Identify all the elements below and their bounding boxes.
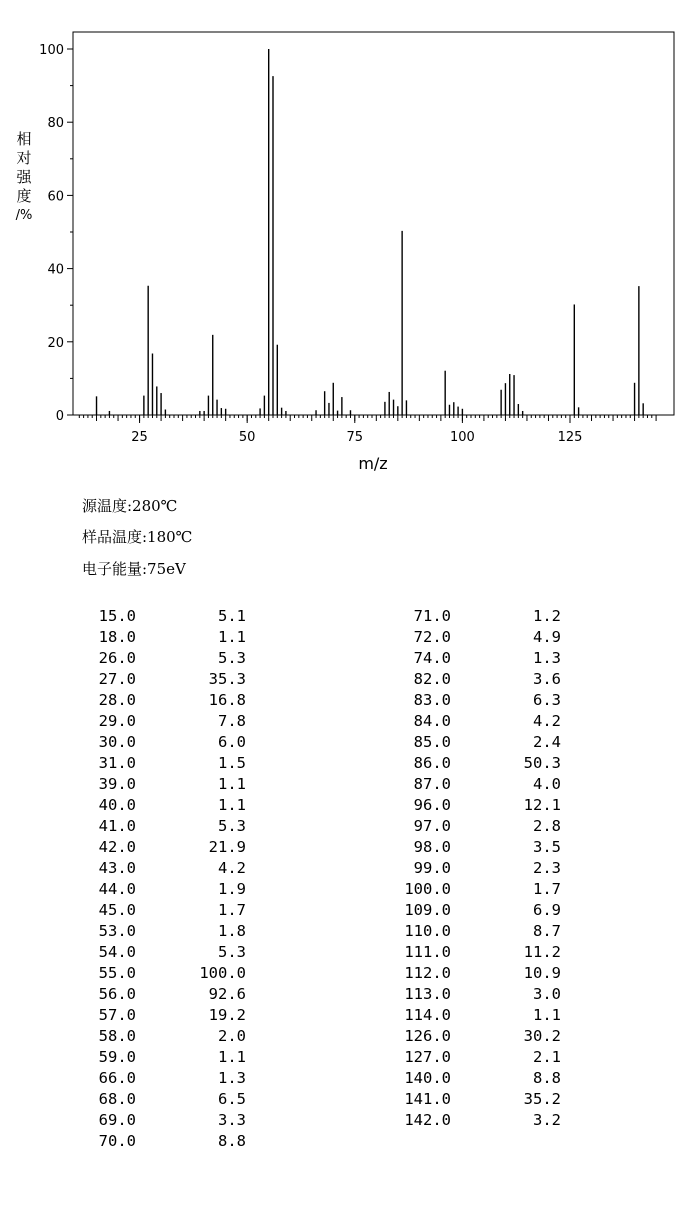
- peak-abundance: 10.9: [523, 964, 561, 982]
- peak-mz: 112.0: [404, 964, 451, 982]
- peak-mz: 83.0: [413, 691, 451, 709]
- peak-mz: 15.0: [98, 607, 136, 625]
- y-axis-label-char: 度: [16, 187, 32, 205]
- x-tick-label: 100: [449, 430, 475, 445]
- peak-abundance: 21.9: [208, 838, 246, 856]
- peak-mz: 45.0: [98, 901, 136, 919]
- peak-row: [395, 858, 561, 879]
- peak-mz: 114.0: [404, 1006, 451, 1024]
- peak-abundance: 92.6: [208, 985, 246, 1003]
- peak-mz: 87.0: [413, 775, 451, 793]
- peak-mz: 57.0: [98, 1006, 136, 1024]
- peak-mz: 28.0: [98, 691, 136, 709]
- y-axis-label-char: 对: [16, 149, 32, 167]
- peak-mz: 68.0: [98, 1090, 136, 1108]
- peak-row: [80, 942, 246, 963]
- peak-mz: 29.0: [98, 712, 136, 730]
- peak-mz: 27.0: [98, 670, 136, 688]
- peak-abundance: 11.2: [523, 943, 561, 961]
- peak-mz: 113.0: [404, 985, 451, 1003]
- y-tick-label: 80: [47, 116, 64, 132]
- peak-row: [80, 1026, 246, 1047]
- peak-row: [395, 1047, 561, 1068]
- peak-abundance: 19.2: [208, 1006, 246, 1024]
- peak-mz: 26.0: [98, 649, 136, 667]
- peak-row: [395, 942, 561, 963]
- peak-abundance: 1.9: [218, 880, 246, 898]
- peak-mz: 66.0: [98, 1069, 136, 1087]
- peak-row: [395, 984, 561, 1005]
- y-tick-label: 0: [55, 409, 64, 424]
- peak-mz: 71.0: [413, 607, 451, 625]
- peak-mz: 70.0: [98, 1132, 136, 1150]
- peak-mz: 86.0: [413, 754, 451, 772]
- peak-abundance: 1.1: [218, 1048, 246, 1066]
- peak-mz: 100.0: [404, 880, 451, 898]
- peak-mz: 110.0: [404, 922, 451, 940]
- peak-abundance: 6.0: [218, 733, 246, 751]
- plot-frame: [73, 32, 674, 415]
- peak-mz: 85.0: [413, 733, 451, 751]
- peak-row: [80, 753, 246, 774]
- peak-row: [395, 1068, 561, 1089]
- spectrum-bars: [97, 49, 644, 415]
- peak-abundance: 1.5: [218, 754, 246, 772]
- x-tick-label: 50: [238, 430, 256, 445]
- peak-abundance: 2.0: [218, 1027, 246, 1045]
- peak-abundance: 8.7: [533, 922, 561, 940]
- y-axis-label-char: 强: [16, 168, 32, 186]
- peak-row: [395, 648, 561, 669]
- peak-mz: 99.0: [413, 859, 451, 877]
- peak-row: [80, 963, 246, 984]
- peak-abundance: 35.2: [523, 1090, 561, 1108]
- peak-mz: 55.0: [98, 964, 136, 982]
- peak-mz: 98.0: [413, 838, 451, 856]
- peak-row: [80, 690, 246, 711]
- peak-row: [80, 795, 246, 816]
- peak-abundance: 5.3: [218, 817, 246, 835]
- peak-row: [80, 1047, 246, 1068]
- peak-row: [80, 732, 246, 753]
- peak-abundance: 5.1: [218, 607, 246, 625]
- peak-abundance: 1.7: [218, 901, 246, 919]
- y-tick-label: 100: [39, 43, 64, 58]
- peak-row: [80, 879, 246, 900]
- peak-row: [395, 795, 561, 816]
- peak-row: [80, 921, 246, 942]
- x-tick-label: 75: [346, 430, 364, 445]
- peak-row: [80, 648, 246, 669]
- electron-energy: 电子能量:75eV: [82, 560, 186, 578]
- peak-row: [395, 690, 561, 711]
- peak-row: [80, 774, 246, 795]
- x-axis-label: m/z: [358, 454, 388, 473]
- peak-mz: 109.0: [404, 901, 451, 919]
- sample-temperature: 样品温度:180℃: [82, 528, 193, 546]
- peak-row: [80, 606, 246, 627]
- peak-row: [80, 984, 246, 1005]
- peak-abundance: 6.9: [533, 901, 561, 919]
- peak-row: [80, 627, 246, 648]
- peak-abundance: 35.3: [208, 670, 246, 688]
- peak-abundance: 1.2: [533, 607, 561, 625]
- peak-mz: 69.0: [98, 1111, 136, 1129]
- peak-row: [395, 1110, 561, 1131]
- peak-row: [395, 963, 561, 984]
- peak-abundance: 7.8: [218, 712, 246, 730]
- peak-abundance: 16.8: [208, 691, 246, 709]
- peak-abundance: 100.0: [199, 964, 246, 982]
- peak-abundance: 3.0: [533, 985, 561, 1003]
- peak-abundance: 1.3: [218, 1069, 246, 1087]
- peak-mz: 140.0: [404, 1069, 451, 1087]
- peak-abundance: 4.9: [533, 628, 561, 646]
- peak-mz: 96.0: [413, 796, 451, 814]
- peak-table-left: [80, 606, 246, 1152]
- peak-abundance: 50.3: [523, 754, 561, 772]
- peak-abundance: 8.8: [218, 1132, 246, 1150]
- peak-mz: 56.0: [98, 985, 136, 1003]
- peak-abundance: 4.0: [533, 775, 561, 793]
- peak-mz: 111.0: [404, 943, 451, 961]
- peak-abundance: 1.1: [218, 796, 246, 814]
- peak-abundance: 3.5: [533, 838, 561, 856]
- y-axis-label: [14, 130, 34, 225]
- peak-mz: 44.0: [98, 880, 136, 898]
- peak-abundance: 2.8: [533, 817, 561, 835]
- peak-row: [80, 1068, 246, 1089]
- peak-mz: 42.0: [98, 838, 136, 856]
- peak-abundance: 30.2: [523, 1027, 561, 1045]
- x-axis-ticks: [131, 415, 582, 445]
- peak-mz: 84.0: [413, 712, 451, 730]
- x-tick-label: 125: [557, 430, 583, 445]
- peak-mz: 126.0: [404, 1027, 451, 1045]
- peak-abundance: 4.2: [533, 712, 561, 730]
- peak-mz: 53.0: [98, 922, 136, 940]
- peak-mz: 40.0: [98, 796, 136, 814]
- peak-abundance: 4.2: [218, 859, 246, 877]
- peak-abundance: 5.3: [218, 649, 246, 667]
- peak-abundance: 1.1: [533, 1006, 561, 1024]
- peak-abundance: 1.7: [533, 880, 561, 898]
- peak-row: [80, 1005, 246, 1026]
- peak-row: [80, 669, 246, 690]
- peak-mz: 141.0: [404, 1090, 451, 1108]
- peak-row: [80, 1131, 246, 1152]
- peak-row: [80, 837, 246, 858]
- peak-row: [80, 711, 246, 732]
- peak-mz: 30.0: [98, 733, 136, 751]
- peak-abundance: 1.3: [533, 649, 561, 667]
- y-tick-label: 20: [47, 335, 64, 351]
- peak-mz: 31.0: [98, 754, 136, 772]
- peak-mz: 18.0: [98, 628, 136, 646]
- peak-mz: 142.0: [404, 1111, 451, 1129]
- peak-mz: 58.0: [98, 1027, 136, 1045]
- peak-row: [80, 858, 246, 879]
- peak-row: [395, 900, 561, 921]
- peak-abundance: 2.1: [533, 1048, 561, 1066]
- peak-abundance: 1.1: [218, 628, 246, 646]
- peak-mz: 43.0: [98, 859, 136, 877]
- peak-row: [395, 774, 561, 795]
- peak-mz: 72.0: [413, 628, 451, 646]
- y-tick-label: 40: [47, 262, 64, 278]
- y-axis-ticks: [39, 43, 73, 424]
- peak-mz: 127.0: [404, 1048, 451, 1066]
- peak-abundance: 12.1: [523, 796, 561, 814]
- peak-row: [395, 732, 561, 753]
- peak-mz: 41.0: [98, 817, 136, 835]
- peak-row: [395, 711, 561, 732]
- peak-row: [80, 816, 246, 837]
- peak-abundance: 3.3: [218, 1111, 246, 1129]
- peak-row: [80, 900, 246, 921]
- peak-row: [395, 837, 561, 858]
- peak-mz: 82.0: [413, 670, 451, 688]
- peak-abundance: 2.4: [533, 733, 561, 751]
- peak-row: [395, 921, 561, 942]
- peak-mz: 97.0: [413, 817, 451, 835]
- mass-spectrum-chart: [0, 0, 687, 480]
- peak-row: [395, 606, 561, 627]
- y-axis-label-char: 相: [16, 130, 32, 148]
- peak-abundance: 1.8: [218, 922, 246, 940]
- peak-abundance: 3.6: [533, 670, 561, 688]
- y-tick-label: 60: [47, 189, 64, 205]
- peak-row: [395, 669, 561, 690]
- peak-table-right: [395, 606, 561, 1131]
- source-temperature: 源温度:280℃: [82, 497, 178, 515]
- peak-mz: 59.0: [98, 1048, 136, 1066]
- peak-abundance: 8.8: [533, 1069, 561, 1087]
- peak-row: [395, 1026, 561, 1047]
- peak-abundance: 6.5: [218, 1090, 246, 1108]
- peak-row: [80, 1110, 246, 1131]
- peak-mz: 39.0: [98, 775, 136, 793]
- y-axis-label-char: /%: [15, 208, 33, 223]
- peak-row: [395, 1005, 561, 1026]
- peak-mz: 54.0: [98, 943, 136, 961]
- peak-abundance: 5.3: [218, 943, 246, 961]
- peak-row: [395, 816, 561, 837]
- x-tick-label: 25: [131, 430, 148, 445]
- peak-row: [395, 753, 561, 774]
- peak-abundance: 2.3: [533, 859, 561, 877]
- peak-mz: 74.0: [413, 649, 451, 667]
- peak-abundance: 3.2: [533, 1111, 561, 1129]
- peak-row: [80, 1089, 246, 1110]
- plot-border: [73, 32, 674, 415]
- peak-row: [395, 879, 561, 900]
- peak-row: [395, 1089, 561, 1110]
- peak-abundance: 1.1: [218, 775, 246, 793]
- peak-row: [395, 627, 561, 648]
- peak-abundance: 6.3: [533, 691, 561, 709]
